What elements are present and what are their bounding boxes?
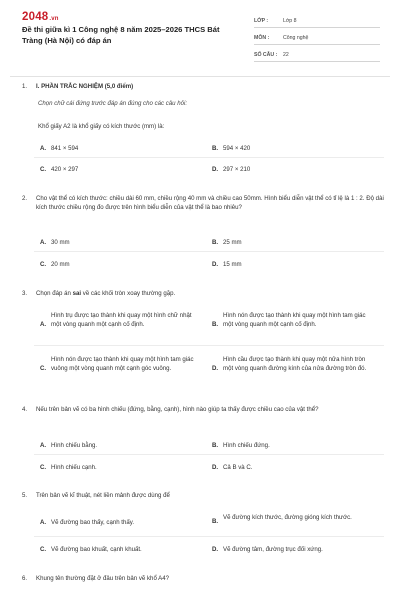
question-6 <box>22 574 384 583</box>
section-title: I. PHẦN TRẮC NGHIỆM (5,0 điểm) <box>36 83 134 90</box>
emphasis-word: sai <box>72 290 82 297</box>
option-letter: C. <box>40 261 47 268</box>
option-letter: C. <box>40 166 47 173</box>
option-letter: B. <box>212 442 219 449</box>
section-instruction: Chọn chữ cái đứng trước đáp án đúng cho các câu hỏi: <box>38 100 188 107</box>
option-letter: C. <box>40 365 47 372</box>
question-number: 2. <box>22 195 28 202</box>
question-1 <box>38 122 378 131</box>
option-divider <box>34 536 384 537</box>
option-d[interactable] <box>212 356 377 373</box>
option-text: Hình nón được tạo thành khi quay một hình tam giác một vòng quanh một cạnh cố định. <box>223 312 366 328</box>
option-text: Hình chiếu bằng. <box>51 442 98 449</box>
option-text: Vẽ đường kích thước, đường gióng kích thước. <box>223 514 352 521</box>
question-3 <box>22 289 384 298</box>
option-letter: A. <box>40 321 47 328</box>
option-text: Hình cầu được tạo thành khi quay một nửa hình tròn một vòng quanh đường kính của nửa đường tròn đó. <box>223 356 367 372</box>
question-number: 6. <box>22 575 28 582</box>
option-b[interactable] <box>212 442 372 451</box>
option-c[interactable] <box>40 261 190 270</box>
option-letter: D. <box>212 166 219 173</box>
option-a[interactable] <box>40 442 190 451</box>
option-letter: A. <box>40 239 47 246</box>
meta-key: SỐ CÂU : <box>254 51 278 58</box>
question-text: Chọn đáp án sai về các khối tròn xoay thường gặp. <box>36 290 176 297</box>
option-b[interactable] <box>212 145 372 154</box>
option-letter: A. <box>40 442 47 449</box>
option-text: Vẽ đường bao khuất, cạnh khuất. <box>51 546 142 553</box>
option-text: Hình trụ được tạo thành khi quay một hình chữ nhật một vòng quanh một cạnh cố định. <box>51 312 192 328</box>
option-b[interactable] <box>212 514 372 523</box>
option-divider <box>34 157 384 158</box>
option-d[interactable] <box>212 261 372 270</box>
option-letter: A. <box>40 519 47 526</box>
option-text: Cả B và C. <box>223 464 253 471</box>
option-text: 15 mm <box>223 261 242 268</box>
option-text: 297 × 210 <box>223 166 251 173</box>
option-text: 20 mm <box>51 261 70 268</box>
option-letter: D. <box>212 546 219 553</box>
question-5 <box>22 491 384 500</box>
section-number: 1. <box>22 83 28 90</box>
option-letter: B. <box>212 239 219 246</box>
option-text: 841 × 594 <box>51 145 79 152</box>
option-text: Hình nón được tạo thành khi quay một hình tam giác vuông một vòng quanh một cạnh góc vuông. <box>51 356 194 372</box>
section-heading <box>22 82 384 91</box>
meta-row-subject <box>254 31 380 45</box>
page-title: Đề thi giữa kì 1 Công nghệ 8 năm 2025–2026 THCS Bát Tràng (Hà Nội) có đáp án <box>22 25 220 45</box>
meta-row-class <box>254 14 380 28</box>
option-letter: C. <box>40 464 47 471</box>
option-text: Vẽ đường bao thấy, cạnh thấy. <box>51 519 135 526</box>
question-4 <box>22 405 384 414</box>
question-number: 5. <box>22 492 28 499</box>
option-a[interactable] <box>40 145 190 154</box>
option-letter: D. <box>212 261 219 268</box>
option-letter: B. <box>212 145 219 152</box>
question-number: 3. <box>22 290 28 297</box>
option-letter: A. <box>40 145 47 152</box>
option-letter: D. <box>212 464 219 471</box>
option-a[interactable] <box>40 519 200 528</box>
option-letter: B. <box>212 321 219 328</box>
option-d[interactable] <box>212 464 372 473</box>
meta-value: Công nghệ <box>283 34 309 41</box>
question-text: Nếu trên bản vẽ có ba hình chiếu (đứng, bằng, cạnh), hình nào giúp ta thấy được chiều cao của vật thể? <box>36 406 319 413</box>
question-text: Khổ giấy A2 là khổ giấy có kích thước (mm) là: <box>38 123 165 130</box>
option-divider <box>34 454 384 455</box>
option-text: Vẽ đường tâm, đường trục đối xứng. <box>223 546 323 553</box>
meta-key: LỚP : <box>254 17 269 24</box>
option-divider <box>34 251 384 252</box>
option-d[interactable] <box>212 166 372 175</box>
option-letter: B. <box>212 518 219 525</box>
meta-row-count <box>254 48 380 62</box>
option-text: 420 × 297 <box>51 166 79 173</box>
option-c[interactable] <box>40 546 200 555</box>
option-c[interactable] <box>40 166 190 175</box>
option-b[interactable] <box>212 312 377 329</box>
option-letter: D. <box>212 365 219 372</box>
meta-key: MÔN : <box>254 34 270 41</box>
option-b[interactable] <box>212 239 372 248</box>
meta-value: 22 <box>283 51 289 58</box>
question-number: 4. <box>22 406 28 413</box>
option-divider <box>34 345 384 346</box>
option-c[interactable] <box>40 356 200 373</box>
option-text: 594 × 420 <box>223 145 251 152</box>
option-a[interactable] <box>40 239 190 248</box>
question-text: Trên bản vẽ kĩ thuật, nét liền mảnh được dùng để <box>36 492 170 499</box>
option-text: 30 mm <box>51 239 70 246</box>
option-c[interactable] <box>40 464 190 473</box>
site-logo[interactable]: 2048.vn <box>22 11 59 23</box>
option-text: Hình chiếu cạnh. <box>51 464 97 471</box>
option-text: 25 mm <box>223 239 242 246</box>
question-2 <box>22 194 384 212</box>
option-letter: C. <box>40 546 47 553</box>
header-divider <box>10 76 390 77</box>
meta-value: Lớp 8 <box>283 17 297 24</box>
option-d[interactable] <box>212 546 382 555</box>
page-header <box>0 0 400 68</box>
question-text: Khung tên thường đặt ở đâu trên bản vẽ khổ A4? <box>36 575 170 582</box>
option-text: Hình chiếu đứng. <box>223 442 270 449</box>
exam-meta <box>254 14 380 62</box>
option-a[interactable] <box>40 312 200 329</box>
question-text: Cho vật thể có kích thước: chiều dài 60 mm, chiều rộng 40 mm và chiều cao 50mm. Hình biểu diễn vật thể có tỉ lệ là 1 : 2. Độ dài kích thước chiều rộng đo được trên hình biểu diễn của vật thể là bao nhiêu? <box>36 195 384 211</box>
